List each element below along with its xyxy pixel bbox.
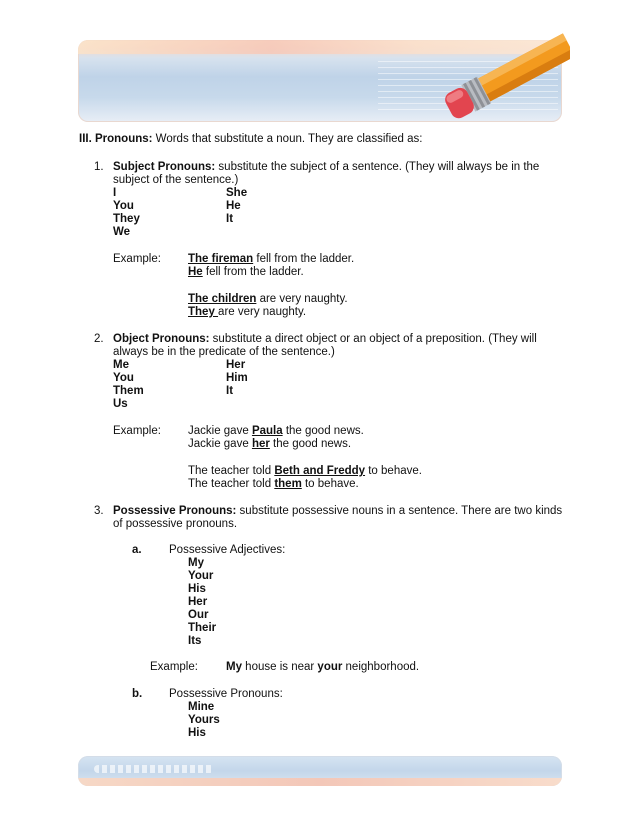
subject-example-line: They are very naughty.: [188, 306, 307, 318]
possessive-pronoun: His: [188, 727, 206, 739]
pencil-icon: [440, 30, 570, 125]
possessive-desc2: of possessive pronouns.: [113, 518, 238, 530]
possessive-adjective: Their: [188, 622, 217, 634]
subject-title: Subject Pronouns:: [113, 161, 216, 173]
possessive-adjective: Our: [188, 609, 209, 621]
possessive-title: Possessive Pronouns:: [113, 505, 237, 517]
subject-desc1: substitute the subject of a sentence. (They will always be in the: [215, 161, 540, 173]
possessive-example-line: My house is near your neighborhood.: [226, 661, 420, 673]
subject-pronoun: He: [226, 200, 241, 212]
heading-text: Words that substitute a noun. They are classified as:: [152, 133, 423, 145]
possessive-example-label: Example:: [150, 661, 198, 673]
object-desc-line1: [113, 333, 537, 346]
possessive-desc-line1: [113, 505, 562, 518]
object-pronoun: Us: [113, 398, 128, 410]
subsection-a-label: Possessive Adjectives:: [169, 544, 286, 556]
subject-pronoun: She: [226, 187, 248, 199]
object-example-line: Jackie gave her the good news.: [188, 438, 352, 450]
object-pronoun: Them: [113, 385, 144, 397]
possessive-adjective: Her: [188, 596, 208, 608]
object-desc1: substitute a direct object or an object of a preposition. (They will: [209, 333, 537, 345]
object-pronoun: Him: [226, 372, 248, 384]
subject-desc2: subject of the sentence.): [113, 174, 239, 186]
subject-desc-line1: [113, 161, 539, 174]
heading-bold: III. Pronouns:: [79, 133, 153, 145]
footer-banner: [78, 756, 562, 786]
subject-example-label: Example:: [113, 253, 161, 265]
subsection-b-label: Possessive Pronouns:: [169, 688, 283, 700]
possessive-desc1: substitute possessive nouns in a sentence. There are two kinds: [236, 505, 563, 517]
subsection-b-letter: b.: [132, 688, 143, 700]
subject-number: 1.: [94, 161, 104, 173]
possessive-pronoun: Mine: [188, 701, 215, 713]
subject-example-line: The fireman fell from the ladder.: [188, 253, 355, 265]
possessive-adjective: Its: [188, 635, 202, 647]
object-example-label: Example:: [113, 425, 161, 437]
object-pronoun: You: [113, 372, 134, 384]
object-pronoun: Her: [226, 359, 246, 371]
object-example-line: The teacher told Beth and Freddy to behave.: [188, 465, 422, 477]
object-desc2: always be in the predicate of the sentence.): [113, 346, 335, 358]
subject-pronoun: We: [113, 226, 131, 238]
possessive-adjective: Your: [188, 570, 214, 582]
object-pronoun: It: [226, 385, 234, 397]
object-pronoun: Me: [113, 359, 129, 371]
possessive-adjective: My: [188, 557, 204, 569]
subject-pronoun: I: [113, 187, 117, 199]
subject-example-line: The children are very naughty.: [188, 293, 348, 305]
object-number: 2.: [94, 333, 104, 345]
subject-pronoun: You: [113, 200, 134, 212]
object-title: Object Pronouns:: [113, 333, 210, 345]
possessive-pronoun: Yours: [188, 714, 220, 726]
object-example-line: The teacher told them to behave.: [188, 478, 359, 490]
possessive-adjective: His: [188, 583, 206, 595]
section-heading: [79, 133, 422, 146]
subsection-a-letter: a.: [132, 544, 142, 556]
subject-pronoun: They: [113, 213, 140, 225]
subject-example-line: He fell from the ladder.: [188, 266, 304, 278]
subject-pronoun: It: [226, 213, 234, 225]
object-example-line: Jackie gave Paula the good news.: [188, 425, 364, 437]
possessive-number: 3.: [94, 505, 104, 517]
